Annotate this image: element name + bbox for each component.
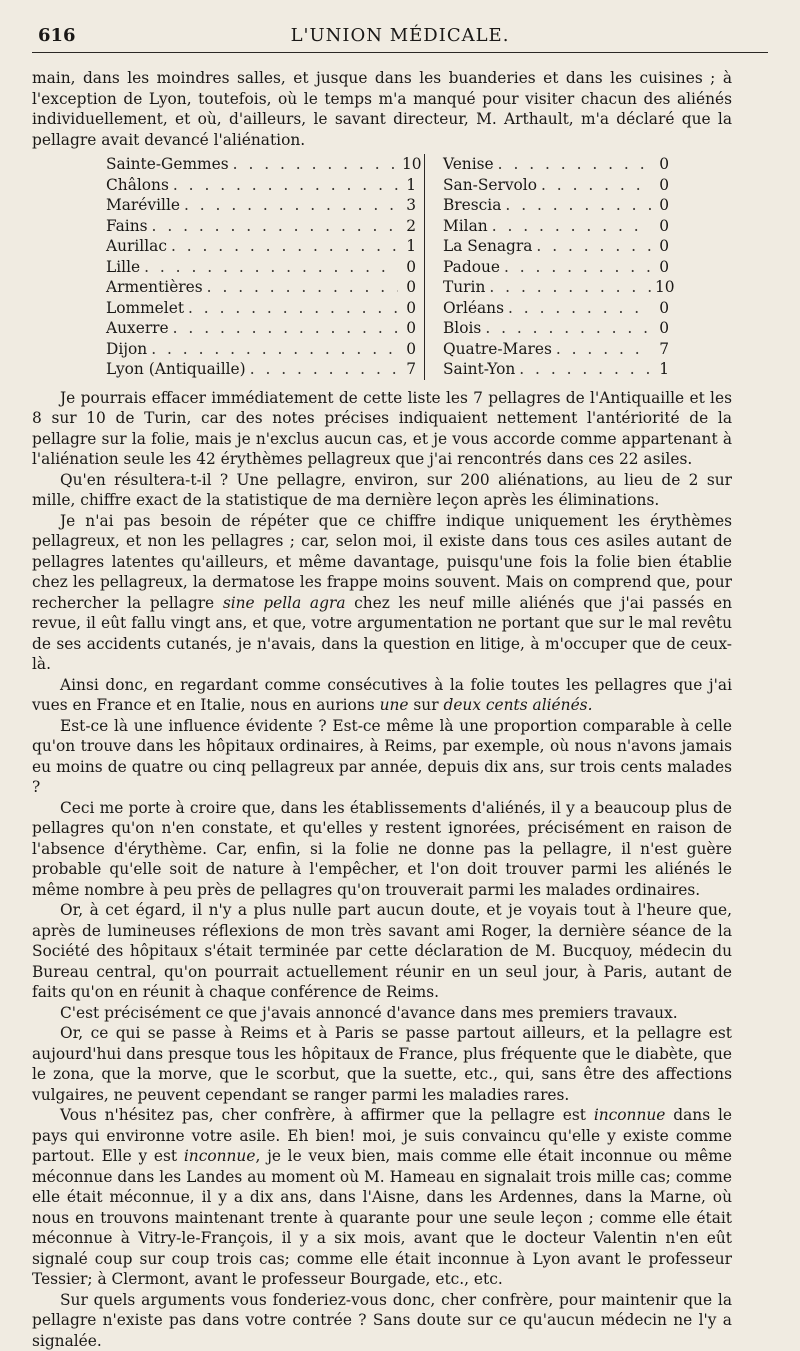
- pellagra-count: 0: [402, 339, 416, 360]
- text-run: Ainsi donc, en regardant comme consécutives à la folie toutes les pellagres que j'ai vues en France et en Italie, nous en aurions: [32, 676, 732, 715]
- asylum-row: [106, 339, 416, 360]
- asylum-name: Orléans: [443, 298, 504, 319]
- leader-dots: [173, 175, 398, 196]
- asylum-row: [443, 298, 669, 319]
- pellagra-count: 0: [402, 277, 416, 298]
- asylum-list-right: [443, 154, 669, 380]
- asylum-row: [443, 339, 669, 360]
- paragraph: Ceci me porte à croire que, dans les établissements d'aliénés, il y a beaucoup plus de pellagres qu'on n'en constate, et qu'elles y restent ignorées, précisément en raison de l'absence d'érythème. Car, enfin, si la folie ne donne pas la pellagre, il n'est guère probable qu'elle soit de nature à l'empêcher, et l'on doit trouver parmi les aliénés le même nombre à peu près de pellagres qu'on trouverait parmi les malades ordinaires.: [32, 798, 732, 901]
- leader-dots: [489, 277, 651, 298]
- asylum-row: [443, 277, 669, 298]
- asylum-row: [106, 318, 416, 339]
- asylum-name: Turin: [443, 277, 485, 298]
- running-header: [32, 22, 768, 53]
- leader-dots: [536, 236, 651, 257]
- pellagra-count: 10: [655, 277, 669, 298]
- leader-dots: [184, 195, 398, 216]
- asylum-row: [106, 216, 416, 237]
- asylum-name: Lyon (Antiquaille): [106, 359, 246, 380]
- leader-dots: [556, 339, 651, 360]
- pellagra-count: 0: [402, 298, 416, 319]
- asylum-row: [106, 298, 416, 319]
- pellagra-count: 1: [655, 359, 669, 380]
- asylum-row: [106, 277, 416, 298]
- asylum-name: Milan: [443, 216, 488, 237]
- asylum-name: Maréville: [106, 195, 180, 216]
- text-run: chez les neuf mille aliénés que j'ai passés en revue, il eût fallu vingt ans, et que, votre argumentation ne portant que sur le mal revêtu de ses accidents cutanés, je n'avais, dans la question en litige, à m'occuper que de ceux-là.: [32, 594, 732, 674]
- paragraph: Or, à cet égard, il n'y a plus nulle part aucun doute, et je voyais tout à l'heure que, après de lumineuses réflexions de mon très savant ami Roger, la dernière séance de la Société des hôpitaux s'était terminée par cette déclaration de M. Bucquoy, médecin du Bureau central, qu'on pourrait actuellement réunir en un seul jour, à Paris, autant de faits qu'on en réunit à chaque conférence de Reims.: [32, 900, 732, 1003]
- leader-dots: [233, 154, 398, 175]
- asylum-name: Armentières: [106, 277, 203, 298]
- page-number: 616: [38, 25, 76, 46]
- leader-dots: [485, 318, 651, 339]
- intro-paragraph: main, dans les moindres salles, et jusque dans les buanderies et dans les cuisines ; à l'exception de Lyon, toutefois, où le temps m'a manqué pour visiter chacun des aliénés individuellement, et où, d'ailleurs, le savant directeur, M. Arthault, m'a déclaré que la pellagre avait devancé l'aliénation.: [32, 68, 732, 150]
- pellagra-count: 0: [402, 318, 416, 339]
- pellagra-count: 1: [402, 236, 416, 257]
- pellagra-count: 0: [655, 298, 669, 319]
- asylum-row: [443, 175, 669, 196]
- asylum-row: [443, 154, 669, 175]
- paragraph: [32, 511, 732, 675]
- asylum-row: [443, 195, 669, 216]
- italic-word: inconnue: [184, 1147, 256, 1165]
- article-body: [32, 68, 732, 1351]
- leader-dots: [505, 195, 651, 216]
- text-run: Je n'ai pas besoin de répéter que ce chiffre indique uniquement les érythèmes pellagreux, et non les pellagres ; car, selon moi, il existe dans tous ces asiles autant de pellagres latentes qu'ailleurs, et même davantage, puisqu'une fois la folie bien établie chez les pellagreux, la dermatose les frappe moins souvent. Mais on comprend que, pour rechercher la pellagre: [32, 512, 732, 612]
- asylum-row: [106, 257, 416, 278]
- asylum-row: [106, 359, 416, 380]
- asylum-name: Châlons: [106, 175, 169, 196]
- pellagra-count: 1: [402, 175, 416, 196]
- journal-title: L'UNION MÉDICALE.: [32, 25, 768, 46]
- pellagra-count: 0: [402, 257, 416, 278]
- asylum-name: Sainte-Gemmes: [106, 154, 229, 175]
- asylum-row: [443, 318, 669, 339]
- asylum-name: La Senagra: [443, 236, 532, 257]
- pellagra-count: 7: [402, 359, 416, 380]
- pellagra-count: 10: [402, 154, 416, 175]
- asylum-name: Quatre-Mares: [443, 339, 552, 360]
- leader-dots: [492, 216, 651, 237]
- text-run: Vous n'hésitez pas, cher confrère, à affirmer que la pellagre est: [60, 1106, 594, 1124]
- pellagra-count: 0: [655, 175, 669, 196]
- leader-dots: [173, 318, 398, 339]
- asylum-row: [443, 236, 669, 257]
- asylum-statistics-table: [32, 154, 732, 380]
- leader-dots: [541, 175, 651, 196]
- pellagra-count: 3: [402, 195, 416, 216]
- pellagra-count: 0: [655, 154, 669, 175]
- asylum-name: Venise: [443, 154, 494, 175]
- italic-word: inconnue: [594, 1106, 666, 1124]
- asylum-name: Aurillac: [106, 236, 167, 257]
- paragraph: Sur quels arguments vous fonderiez-vous donc, cher confrère, pour maintenir que la pellagre n'existe pas dans votre contrée ? Sans doute sur ce qu'aucun médecin ne l'y a signalée.: [32, 1290, 732, 1351]
- leader-dots: [504, 257, 651, 278]
- italic-phrase: une: [380, 696, 409, 714]
- asylum-row: [106, 195, 416, 216]
- asylum-name: Lommelet: [106, 298, 184, 319]
- paragraph: C'est précisément ce que j'avais annoncé d'avance dans mes premiers travaux.: [32, 1003, 732, 1024]
- pellagra-count: 0: [655, 216, 669, 237]
- paragraph: [32, 1105, 732, 1290]
- leader-dots: [151, 339, 398, 360]
- leader-dots: [171, 236, 398, 257]
- text-run: dans le pays qui environne votre asile. Eh bien! moi, je suis convaincu qu'elle y existe comme partout. Elle y est: [32, 1106, 732, 1165]
- asylum-name: Brescia: [443, 195, 501, 216]
- asylum-name: Auxerre: [106, 318, 169, 339]
- paragraph: Qu'en résultera-t-il ? Une pellagre, environ, sur 200 aliénations, au lieu de 2 sur mille, chiffre exact de la statistique de ma dernière leçon après les éliminations.: [32, 470, 732, 511]
- asylum-row: [443, 257, 669, 278]
- pellagra-count: 0: [655, 195, 669, 216]
- asylum-row: [106, 236, 416, 257]
- asylum-name: Dijon: [106, 339, 147, 360]
- asylum-row: [106, 175, 416, 196]
- asylum-name: Lille: [106, 257, 140, 278]
- asylum-name: Blois: [443, 318, 481, 339]
- paragraph: Or, ce qui se passe à Reims et à Paris se passe partout ailleurs, et la pellagre est aujourd'hui dans presque tous les hôpitaux de France, plus fréquente que le diabète, que le zona, que la morve, que le scorbut, que la suette, etc., qui, sans être des affections vulgaires, ne peuvent cependant se ranger parmi les maladies rares.: [32, 1023, 732, 1105]
- asylum-name: San-Servolo: [443, 175, 537, 196]
- leader-dots: [207, 277, 398, 298]
- leader-dots: [152, 216, 398, 237]
- pellagra-count: 2: [402, 216, 416, 237]
- pellagra-count: 0: [655, 236, 669, 257]
- pellagra-count: 0: [655, 318, 669, 339]
- leader-dots: [508, 298, 651, 319]
- text-run: , je le veux bien, mais comme elle était inconnue ou même méconnue dans les Landes au moment où M. Hameau en signalait trois mille cas; comme elle était méconnue, il y a dix ans, dans l'Aisne, dans les Ardennes, dans la Marne, où nous en trouvons maintenant trente à quarante pour une seule leçon ; comme elle était méconnue à Vitry-le-François, il y a six mois, avant que le docteur Valentin n'en eût signalé coup sur coup trois cas; comme elle était inconnue à Lyon avant le professeur Tessier; à Clermont, avant le professeur Bourgade, etc., etc.: [32, 1147, 732, 1288]
- leader-dots: [250, 359, 398, 380]
- paragraph: Est-ce là une influence évidente ? Est-ce même là une proportion comparable à celle qu'on trouve dans les hôpitaux ordinaires, à Reims, par exemple, où nous n'avons jamais eu moins de quatre ou cinq pellagreux par année, depuis dix ans, sur trois cents malades ?: [32, 716, 732, 798]
- leader-dots: [188, 298, 398, 319]
- paragraph: Je pourrais effacer immédiatement de cette liste les 7 pellagres de l'Antiquaille et les 8 sur 10 de Turin, car des notes précises indiquaient nettement l'antériorité de la pellagre sur la folie, mais je n'exclus aucun cas, et je vous accorde comme appartenant à l'aliénation seule les 42 érythèmes pellagreux que j'ai rencontrés dans ces 22 asiles.: [32, 388, 732, 470]
- asylum-name: Fains: [106, 216, 148, 237]
- leader-dots: [498, 154, 651, 175]
- asylum-row: [106, 154, 416, 175]
- paragraph: [32, 675, 732, 716]
- pellagra-count: 0: [655, 257, 669, 278]
- asylum-row: [443, 216, 669, 237]
- italic-phrase: sine pella agra: [223, 594, 346, 612]
- asylum-name: Padoue: [443, 257, 500, 278]
- leader-dots: [144, 257, 398, 278]
- text-run: sur: [409, 696, 444, 714]
- italic-phrase: deux cents aliénés.: [443, 696, 592, 714]
- asylum-name: Saint-Yon: [443, 359, 515, 380]
- asylum-row: [443, 359, 669, 380]
- leader-dots: [519, 359, 651, 380]
- asylum-list-left: [106, 154, 425, 380]
- pellagra-count: 7: [655, 339, 669, 360]
